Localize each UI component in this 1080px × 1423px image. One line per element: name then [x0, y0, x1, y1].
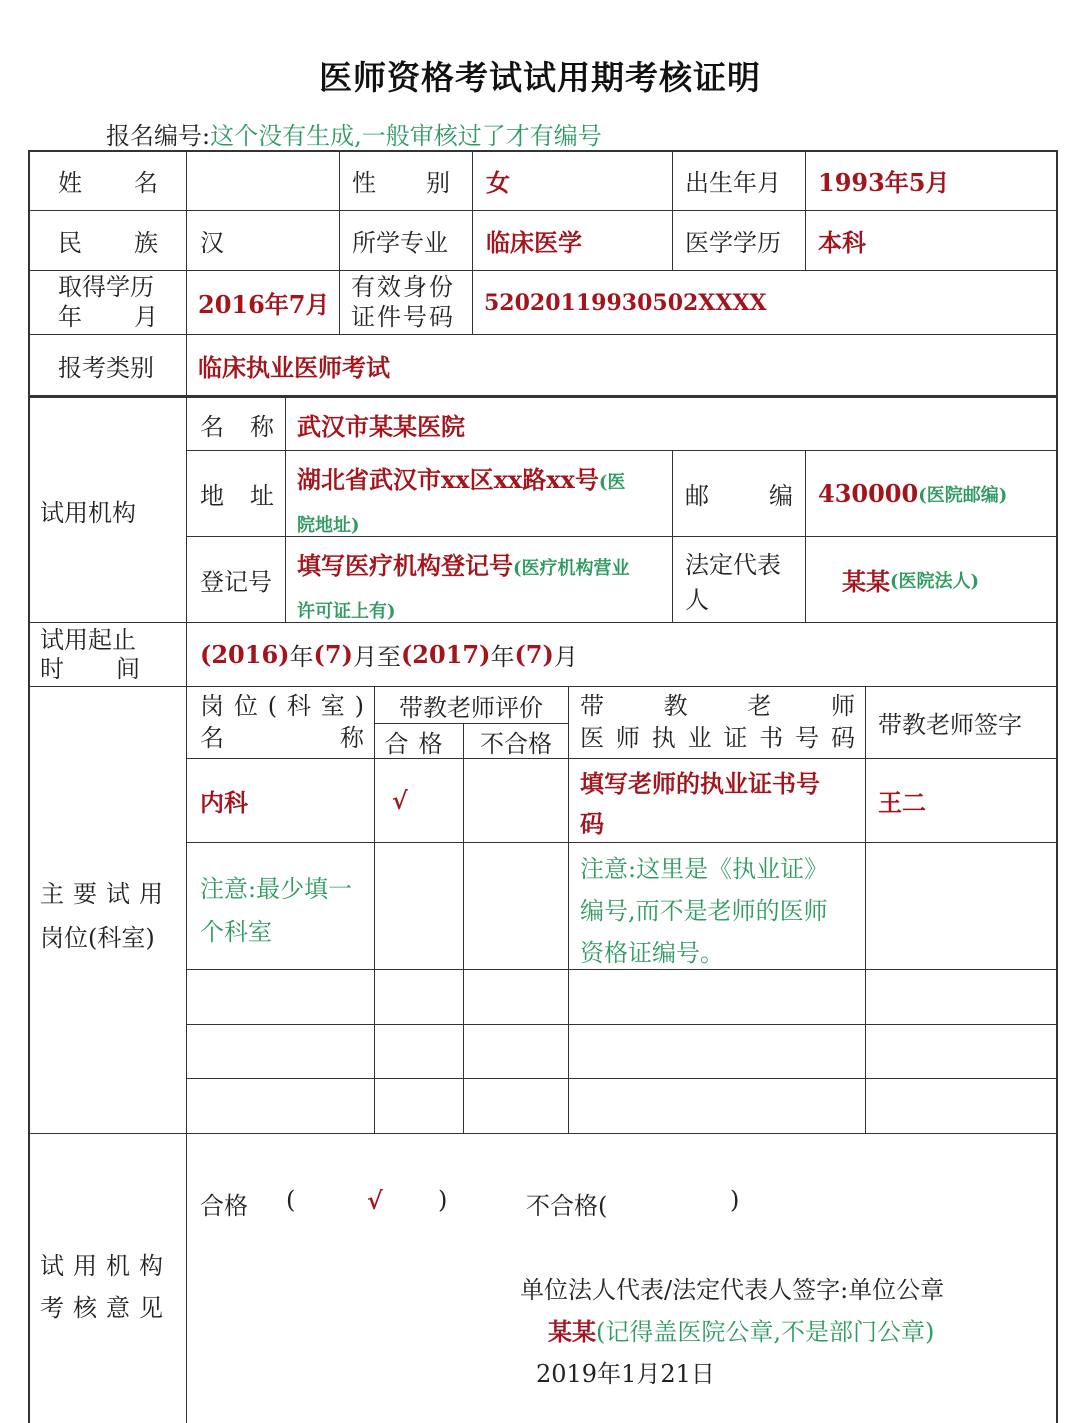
- exam-type-label: 报考类别: [58, 353, 154, 382]
- ethnicity-label: 民族: [58, 229, 158, 257]
- institution-address-label: 地址: [200, 482, 274, 510]
- trial-period-label: 试用起止 时 间: [40, 626, 140, 683]
- post-row-pass-check[interactable]: √: [392, 786, 408, 815]
- zip-value[interactable]: 430000 (医院邮编): [818, 479, 1008, 508]
- empty-dept-cell[interactable]: [187, 1079, 373, 1133]
- graduation-date-value[interactable]: 2016年7月: [198, 290, 330, 319]
- signature-value[interactable]: 某某(记得盖医院公章,不是部门公章): [548, 1317, 935, 1346]
- id-number-value[interactable]: 52020119930502XXXX: [484, 289, 767, 316]
- major-label: 所学专业: [352, 229, 448, 257]
- degree-value[interactable]: 本科: [818, 228, 866, 257]
- registration-code-label: 登记号: [200, 568, 272, 596]
- dept-note: 注意:最少填一 个科室: [200, 875, 353, 946]
- cert-note: 注意:这里是《执业证》 编号,而不是老师的医师 资格证编号。: [580, 855, 829, 967]
- birth-value[interactable]: 1993年5月: [818, 167, 950, 197]
- empty-dept-cell[interactable]: [187, 1025, 373, 1078]
- name-value[interactable]: [200, 150, 330, 210]
- name-label: 姓名: [58, 168, 158, 197]
- legal-rep-value[interactable]: 某某 (医院法人): [842, 567, 980, 596]
- post-row-dept[interactable]: 内科: [200, 788, 248, 817]
- registration-number: [106, 116, 602, 151]
- review-section-label: 试用机构 考核意见: [40, 1252, 172, 1322]
- col-header-dept: 岗位(科室) 名 称: [200, 692, 364, 752]
- review-fail-label: 不合格(: [526, 1192, 608, 1220]
- page-title: 医师资格考试试用期考核证明: [319, 58, 761, 97]
- degree-label: 医学学历: [685, 229, 781, 257]
- signature-label: 单位法人代表/法定代表人签字:单位公章: [520, 1276, 945, 1304]
- post-row-fail-check[interactable]: [464, 759, 564, 842]
- institution-address-value[interactable]: 湖北省武汉市xx区xx路xx号(医 院地址): [297, 465, 626, 536]
- posts-section-label: 主要试用 岗位(科室): [40, 880, 172, 952]
- post-row-sign[interactable]: 王二: [878, 788, 926, 817]
- col-header-cert: 带教老师 医师执业证书号码: [580, 692, 855, 752]
- review-pass-check[interactable]: √: [367, 1186, 383, 1215]
- col-header-eval: 带教老师评价: [399, 693, 543, 722]
- institution-name-label: 名称: [200, 412, 274, 441]
- gender-label: 性别: [352, 168, 450, 197]
- ethnicity-value[interactable]: 汉: [200, 229, 224, 257]
- id-number-label: 有效身份 证件号码: [351, 273, 455, 331]
- review-fail-close: ): [730, 1186, 740, 1214]
- exam-type-value[interactable]: 临床执业医师考试: [198, 352, 390, 382]
- legal-rep-label: 法定代表人: [685, 550, 781, 614]
- registration-note: 这个没有生成,一般审核过了才有编号: [210, 122, 602, 150]
- birth-label: 出生年月: [685, 168, 781, 197]
- review-date: 2019年1月21日: [536, 1360, 715, 1388]
- institution-section-label: 试用机构: [40, 498, 136, 527]
- col-header-pass: 合格: [384, 729, 453, 758]
- graduation-date-label: 取得学历 年 月: [58, 273, 158, 331]
- trial-period-value[interactable]: (2016) 年 (7) 月至 (2017) 年 (7) 月: [200, 640, 578, 671]
- col-header-sign: 带教老师签字: [878, 711, 1022, 739]
- col-header-fail: 不合格: [480, 729, 552, 758]
- gender-value[interactable]: 女: [486, 167, 510, 197]
- registration-code-value[interactable]: 填写医疗机构登记号(医疗机构营业 许可证上有): [297, 551, 630, 622]
- major-value[interactable]: 临床医学: [486, 228, 582, 257]
- registration-label: 报名编号:: [106, 122, 211, 150]
- zip-label: 邮编: [685, 482, 793, 510]
- review-pass-label: 合格: [200, 1192, 248, 1220]
- institution-name-value[interactable]: 武汉市某某医院: [297, 411, 465, 441]
- review-pass-close: ): [438, 1186, 448, 1214]
- empty-dept-cell[interactable]: [187, 970, 373, 1024]
- review-pass-open: (: [286, 1186, 296, 1214]
- post-row-cert[interactable]: 填写老师的执业证书号 码: [580, 769, 820, 838]
